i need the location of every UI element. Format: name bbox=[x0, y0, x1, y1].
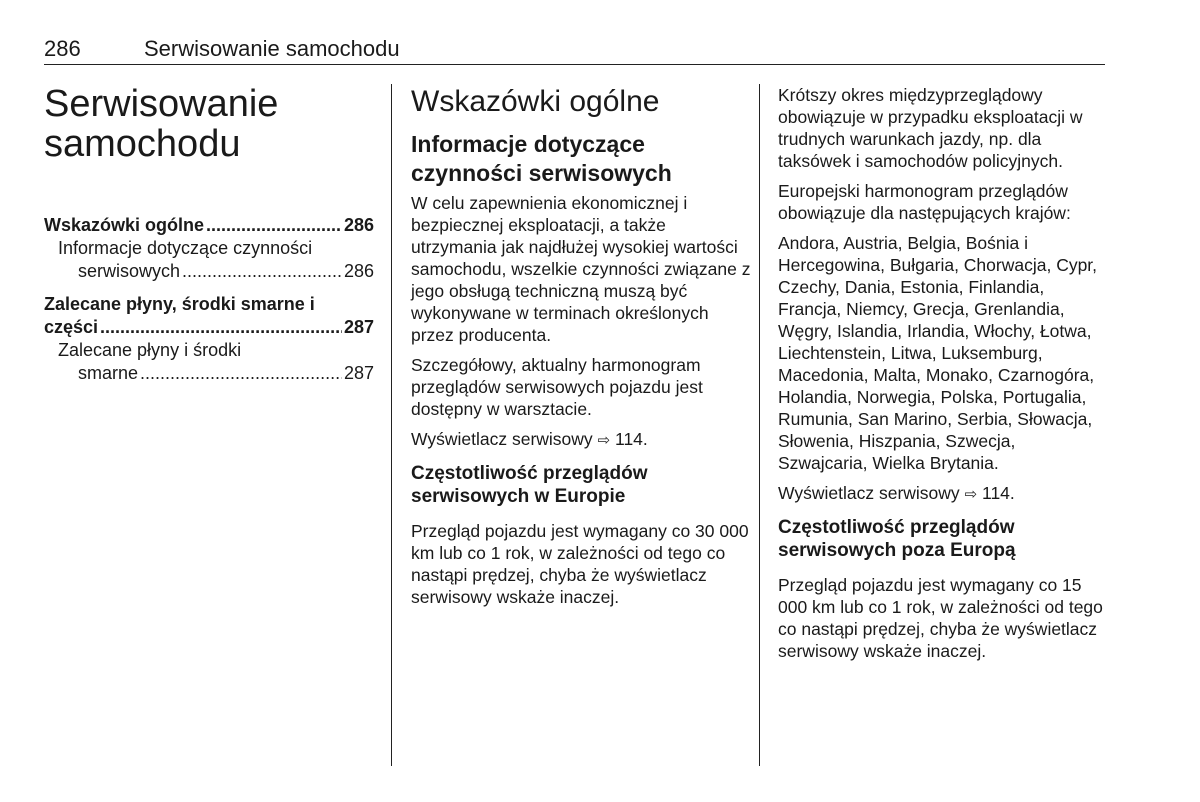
toc-entry-page: 287 bbox=[343, 317, 374, 337]
toc-leader-dots bbox=[100, 316, 342, 339]
chapter-title-line2: samochodu bbox=[44, 123, 241, 165]
toc-leader-dots bbox=[182, 260, 342, 283]
column-divider bbox=[391, 84, 392, 766]
reference-page: 114. bbox=[982, 483, 1015, 503]
toc-entry-fluids-parts[interactable] bbox=[44, 293, 374, 339]
toc-entry-page: 287 bbox=[343, 363, 374, 383]
reference-text: Wyświetlacz serwisowy bbox=[411, 429, 593, 449]
toc-entry-page: 286 bbox=[343, 261, 374, 281]
middle-column bbox=[411, 86, 751, 616]
minor-heading: Częstotliwość przeglądów serwisowych w Europie bbox=[411, 463, 648, 507]
page-number: 286 bbox=[44, 36, 81, 61]
toc-entry-fluids-lubricants[interactable] bbox=[44, 339, 374, 385]
paragraph: Europejski harmonogram przeglądów obowiązuje dla następujących krajów: bbox=[778, 181, 1071, 223]
subsection-heading: Informacje dotyczące czynności serwisowych bbox=[411, 131, 672, 186]
toc-entry-title: Zalecane płyny, środki smarne i bbox=[44, 294, 315, 314]
cross-reference[interactable] bbox=[411, 428, 751, 452]
reference-page: 114. bbox=[615, 429, 648, 449]
country-list: Andora, Austria, Belgia, Bośnia i Hercegowina, Bułgaria, Chorwacja, Cypr, Czechy, Dania, Estonia, Finlandia, Francja, Niemcy, Grecja, Grenlandia, Węgry, Islandia, Irlandia, Włochy, Łotwa, Liechtenstein, Litwa, Luksemburg, Macedonia, Malta, Monako, Czarnogóra, Holandia, Norwegia, Polska, Portugalia, Rumunia, San Marino, Serbia, Słowacja, Słowenia, Hiszpania, Szwecja, Szwajcaria, Wielka Brytania. bbox=[778, 233, 1098, 473]
paragraph: W celu zapewnienia ekonomicznej i bezpiecznej eksploatacji, a także utrzymania jak najdłużej wysokiej wartości samochodu, wszelkie czynności związane z jego obsługą techniczną muszą być wykonywane w terminach określonych przez producenta. bbox=[411, 193, 751, 345]
cross-reference[interactable] bbox=[778, 482, 1108, 506]
toc-entry-general[interactable] bbox=[44, 214, 374, 237]
running-header-title: Serwisowanie samochodu bbox=[144, 36, 400, 61]
column-divider bbox=[759, 84, 760, 766]
right-column bbox=[778, 84, 1108, 670]
minor-heading: Częstotliwość przeglądów serwisowych poza Europą bbox=[778, 517, 1016, 561]
paragraph: Przegląd pojazdu jest wymagany co 30 000 km lub co 1 rok, w zależności od tego co nastąpi prędzej, chyba że wyświetlacz serwisowy wskaże inaczej. bbox=[411, 521, 749, 607]
toc-entry-title: Zalecane płyny i środki bbox=[58, 340, 242, 360]
toc-leader-dots bbox=[140, 362, 342, 385]
toc-entry-title-cont: smarne bbox=[78, 363, 139, 383]
toc-entry-service-info[interactable] bbox=[44, 237, 374, 283]
chapter-title bbox=[44, 84, 374, 164]
paragraph: Krótszy okres międzyprzeglądowy obowiązuje w przypadku eksploatacji w trudnych warunkach jazdy, np. dla taksówek i samochodów policyjnych. bbox=[778, 85, 1083, 171]
table-of-contents bbox=[44, 214, 374, 385]
toc-entry-title: Wskazówki ogólne bbox=[44, 215, 205, 235]
chapter-title-line1: Serwisowanie bbox=[44, 83, 279, 125]
toc-leader-dots bbox=[206, 214, 342, 237]
reference-text: Wyświetlacz serwisowy bbox=[778, 483, 960, 503]
paragraph: Przegląd pojazdu jest wymagany co 15 000 km lub co 1 rok, w zależności od tego co nastąpi prędzej, chyba że wyświetlacz serwisowy wskaże inaczej. bbox=[778, 575, 1103, 661]
toc-entry-title: Informacje dotyczące czynności bbox=[58, 238, 313, 258]
section-heading: Wskazówki ogólne bbox=[411, 85, 660, 118]
page-header bbox=[44, 32, 1105, 65]
paragraph: Szczegółowy, aktualny harmonogram przeglądów serwisowych pojazdu jest dostępny w warsztacie. bbox=[411, 355, 703, 419]
chapter-column bbox=[44, 84, 374, 164]
toc-entry-page: 286 bbox=[343, 215, 374, 235]
toc-entry-title-cont: serwisowych bbox=[78, 261, 181, 281]
reference-arrow-icon: ⇨ bbox=[597, 432, 611, 449]
toc-entry-title-cont: części bbox=[44, 317, 99, 337]
reference-arrow-icon: ⇨ bbox=[964, 486, 978, 503]
